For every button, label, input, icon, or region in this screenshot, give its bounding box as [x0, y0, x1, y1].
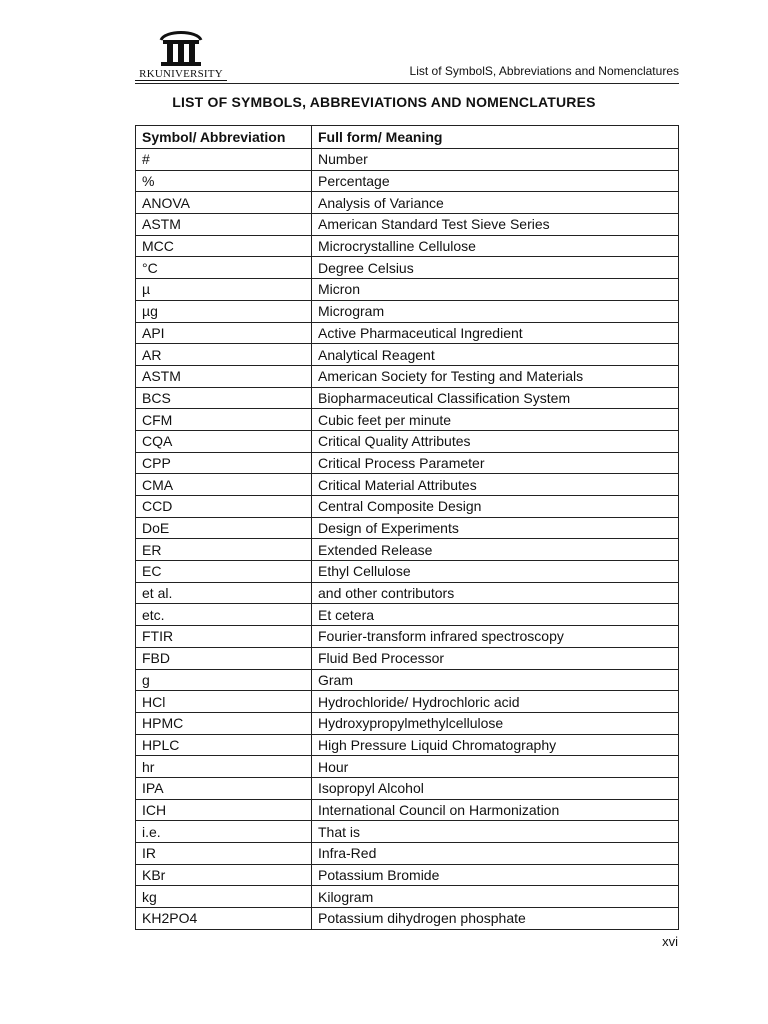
- table-row: [136, 452, 679, 474]
- table-row: [136, 496, 679, 518]
- table-row: [136, 582, 679, 604]
- symbol-cell: kg: [136, 886, 312, 908]
- table-row: [136, 604, 679, 626]
- header-divider: [135, 83, 679, 84]
- logo-underline: [135, 80, 227, 81]
- table-row: [136, 691, 679, 713]
- table-row: [136, 517, 679, 539]
- symbol-cell: ICH: [136, 799, 312, 821]
- table-row: [136, 777, 679, 799]
- meaning-cell: Micron: [312, 279, 679, 301]
- table-row: [136, 821, 679, 843]
- meaning-cell: Critical Quality Attributes: [312, 430, 679, 452]
- meaning-cell: Critical Material Attributes: [312, 474, 679, 496]
- meaning-cell: Extended Release: [312, 539, 679, 561]
- table-row: [136, 908, 679, 930]
- meaning-cell: Cubic feet per minute: [312, 409, 679, 431]
- meaning-cell: Gram: [312, 669, 679, 691]
- meaning-cell: Fourier-transform infrared spectroscopy: [312, 626, 679, 648]
- table-row: [136, 235, 679, 257]
- symbol-cell: CQA: [136, 430, 312, 452]
- symbol-cell: hr: [136, 756, 312, 778]
- table-row: [136, 474, 679, 496]
- meaning-cell: Hydrochloride/ Hydrochloric acid: [312, 691, 679, 713]
- meaning-cell: Kilogram: [312, 886, 679, 908]
- meaning-cell: Ethyl Cellulose: [312, 561, 679, 583]
- table-row: [136, 647, 679, 669]
- symbol-cell: MCC: [136, 235, 312, 257]
- table-row: [136, 539, 679, 561]
- table-row: [136, 365, 679, 387]
- meaning-cell: American Society for Testing and Materials: [312, 365, 679, 387]
- abbreviations-table: [135, 125, 679, 930]
- meaning-cell: International Council on Harmonization: [312, 799, 679, 821]
- meaning-cell: That is: [312, 821, 679, 843]
- meaning-cell: Critical Process Parameter: [312, 452, 679, 474]
- symbol-cell: CMA: [136, 474, 312, 496]
- meaning-cell: American Standard Test Sieve Series: [312, 214, 679, 236]
- symbol-cell: IPA: [136, 777, 312, 799]
- meaning-cell: Analytical Reagent: [312, 344, 679, 366]
- table-row: [136, 626, 679, 648]
- table-row: [136, 843, 679, 865]
- meaning-cell: Isopropyl Alcohol: [312, 777, 679, 799]
- table-row: [136, 149, 679, 171]
- symbol-cell: HCl: [136, 691, 312, 713]
- symbol-cell: API: [136, 322, 312, 344]
- symbol-cell: HPLC: [136, 734, 312, 756]
- table-row: [136, 712, 679, 734]
- table-row: [136, 756, 679, 778]
- table-row: [136, 344, 679, 366]
- symbol-cell: #: [136, 149, 312, 171]
- symbol-cell: et al.: [136, 582, 312, 604]
- logo-wordmark: RKUNIVERSITY: [139, 68, 223, 80]
- meaning-cell: Percentage: [312, 170, 679, 192]
- table-row: [136, 799, 679, 821]
- symbol-cell: °C: [136, 257, 312, 279]
- running-header-title: List of SymbolS, Abbreviations and Nomenclatures: [409, 64, 679, 78]
- page-title: LIST OF SYMBOLS, ABBREVIATIONS AND NOMENCLATURES: [172, 94, 596, 110]
- meaning-cell: and other contributors: [312, 582, 679, 604]
- table-row: [136, 669, 679, 691]
- symbol-cell: g: [136, 669, 312, 691]
- symbol-cell: ASTM: [136, 214, 312, 236]
- table-row: [136, 387, 679, 409]
- symbol-cell: µg: [136, 300, 312, 322]
- symbol-cell: DoE: [136, 517, 312, 539]
- column-header-symbol: Symbol/ Abbreviation: [136, 126, 312, 149]
- symbol-cell: BCS: [136, 387, 312, 409]
- meaning-cell: Active Pharmaceutical Ingredient: [312, 322, 679, 344]
- symbol-cell: KBr: [136, 864, 312, 886]
- meaning-cell: Design of Experiments: [312, 517, 679, 539]
- symbol-cell: etc.: [136, 604, 312, 626]
- table-row: [136, 279, 679, 301]
- table-row: [136, 322, 679, 344]
- symbol-cell: CCD: [136, 496, 312, 518]
- symbol-cell: FBD: [136, 647, 312, 669]
- meaning-cell: Fluid Bed Processor: [312, 647, 679, 669]
- page-number: xvi: [662, 934, 678, 949]
- meaning-cell: Potassium Bromide: [312, 864, 679, 886]
- symbol-cell: EC: [136, 561, 312, 583]
- meaning-cell: Infra-Red: [312, 843, 679, 865]
- table-header-row: [136, 126, 679, 149]
- table-row: [136, 214, 679, 236]
- symbol-cell: µ: [136, 279, 312, 301]
- symbol-cell: FTIR: [136, 626, 312, 648]
- table-row: [136, 409, 679, 431]
- symbol-cell: HPMC: [136, 712, 312, 734]
- page-header: [135, 28, 679, 85]
- meaning-cell: Microgram: [312, 300, 679, 322]
- symbol-cell: ER: [136, 539, 312, 561]
- meaning-cell: Et cetera: [312, 604, 679, 626]
- table-row: [136, 430, 679, 452]
- table-body: [136, 149, 679, 930]
- meaning-cell: Hydroxypropylmethylcellulose: [312, 712, 679, 734]
- table-row: [136, 561, 679, 583]
- table-row: [136, 734, 679, 756]
- meaning-cell: Degree Celsius: [312, 257, 679, 279]
- meaning-cell: Hour: [312, 756, 679, 778]
- table-row: [136, 170, 679, 192]
- meaning-cell: Biopharmaceutical Classification System: [312, 387, 679, 409]
- meaning-cell: High Pressure Liquid Chromatography: [312, 734, 679, 756]
- symbol-cell: AR: [136, 344, 312, 366]
- table-row: [136, 192, 679, 214]
- symbol-cell: i.e.: [136, 821, 312, 843]
- column-header-meaning: Full form/ Meaning: [312, 126, 679, 149]
- university-logo: [135, 28, 227, 82]
- symbol-cell: CFM: [136, 409, 312, 431]
- pillars-logo-icon: [155, 28, 207, 68]
- table-row: [136, 864, 679, 886]
- table-row: [136, 886, 679, 908]
- meaning-cell: Microcrystalline Cellulose: [312, 235, 679, 257]
- meaning-cell: Analysis of Variance: [312, 192, 679, 214]
- symbol-cell: ANOVA: [136, 192, 312, 214]
- meaning-cell: Potassium dihydrogen phosphate: [312, 908, 679, 930]
- symbol-cell: ASTM: [136, 365, 312, 387]
- symbol-cell: CPP: [136, 452, 312, 474]
- symbol-cell: IR: [136, 843, 312, 865]
- table-row: [136, 300, 679, 322]
- table-row: [136, 257, 679, 279]
- meaning-cell: Number: [312, 149, 679, 171]
- symbol-cell: %: [136, 170, 312, 192]
- symbol-cell: KH2PO4: [136, 908, 312, 930]
- meaning-cell: Central Composite Design: [312, 496, 679, 518]
